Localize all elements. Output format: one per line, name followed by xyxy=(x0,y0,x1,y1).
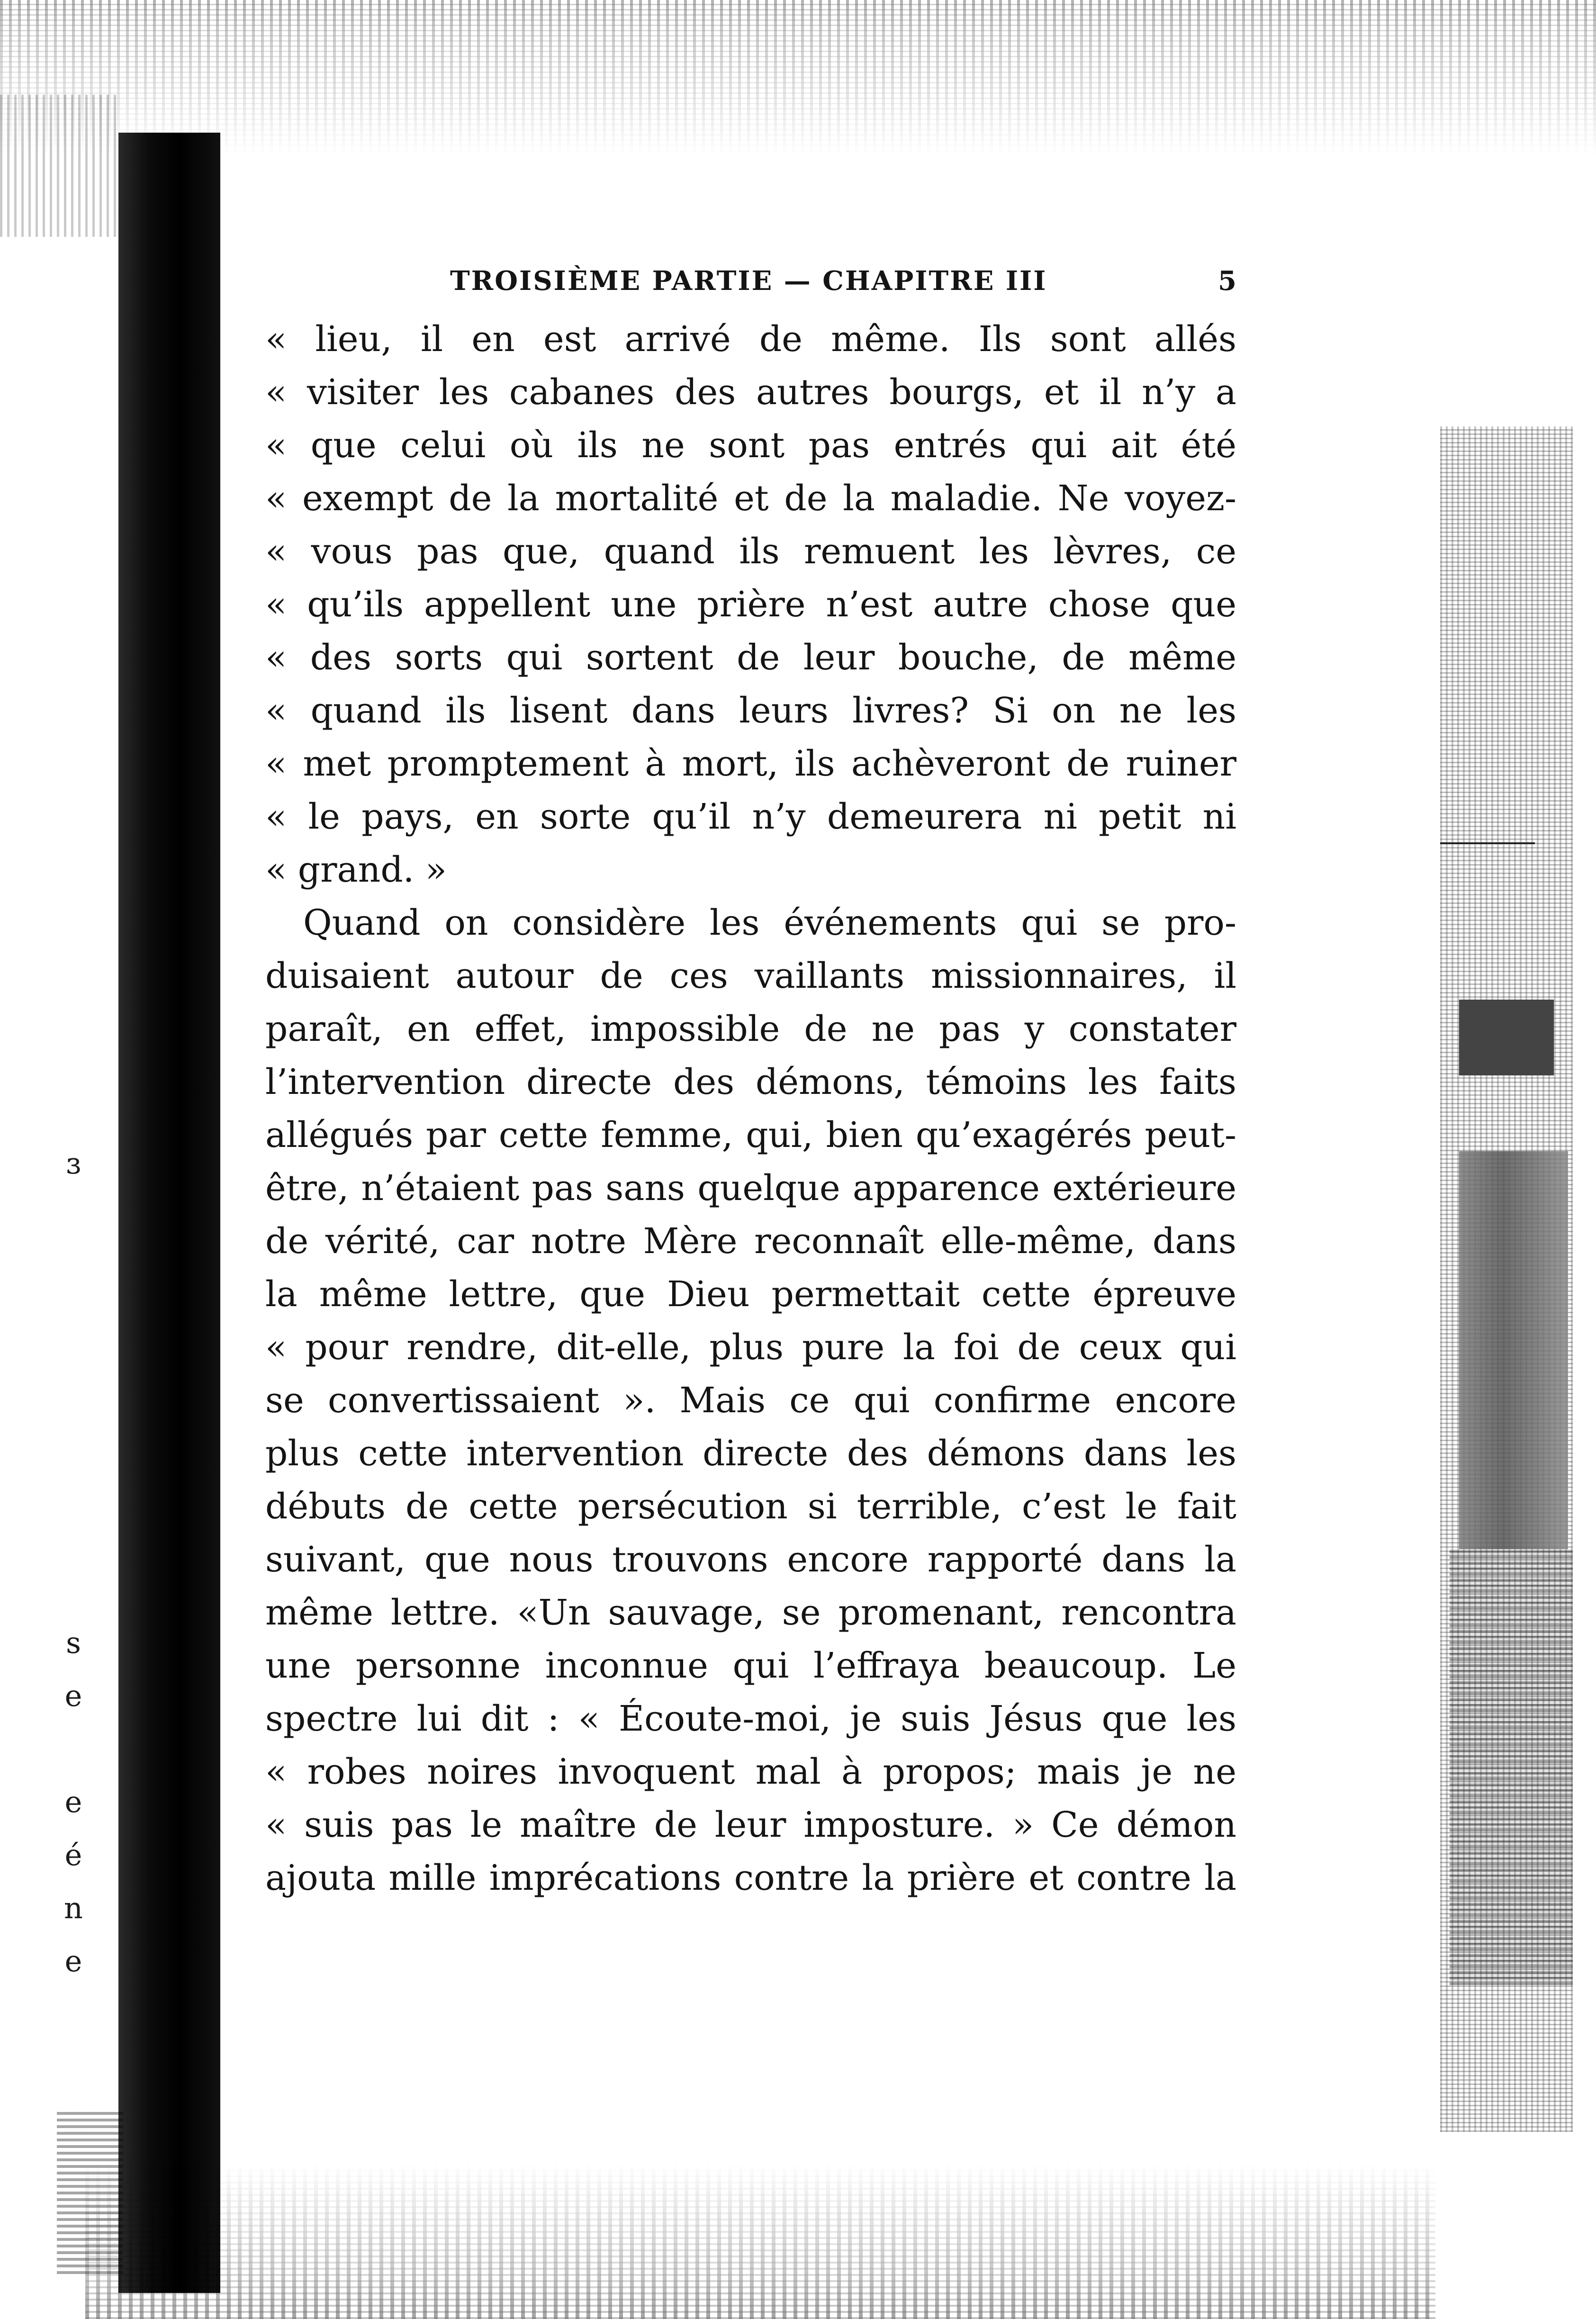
edge-letter: s xyxy=(66,1625,81,1660)
text-line: suivant, que nous trouvons encore rapporté dans la xyxy=(265,1539,1236,1580)
text-line: être, n’étaient pas sans quelque apparence extérieure xyxy=(265,1168,1236,1209)
page-number: 5 xyxy=(1218,265,1236,297)
text-line: « pour rendre, dit-elle, plus pure la foi de ceux qui xyxy=(265,1327,1236,1368)
text-line: « robes noires invoquent mal à propos; mais je ne xyxy=(265,1751,1236,1792)
text-line: « grand. » xyxy=(265,849,447,890)
facing-page-edge-letters xyxy=(45,1137,102,1988)
text-line: débuts de cette persécution si terrible, c’est le fait xyxy=(265,1486,1236,1527)
text-line: même lettre. «Un sauvage, se promenant, rencontra xyxy=(265,1592,1236,1633)
text-line: se convertissaient ». Mais ce qui confirme encore xyxy=(265,1380,1236,1421)
text-line: allégués par cette femme, qui, bien qu’exagérés peut- xyxy=(265,1115,1236,1155)
text-line: « met promptement à mort, ils achèveront de ruiner xyxy=(265,743,1236,784)
text-line: « qu’ils appellent une prière n’est autre chose que xyxy=(265,584,1236,625)
book-spine-shadow xyxy=(118,133,220,2293)
text-line: « vous pas que, quand ils remuent les lèvres, ce xyxy=(265,531,1236,572)
text-line: « suis pas le maître de leur imposture. » Ce démon xyxy=(265,1805,1236,1845)
scan-noise-bottom xyxy=(85,2163,1435,2319)
text-line: « visiter les cabanes des autres bourgs, et il n’y a xyxy=(265,372,1236,413)
text-line: « quand ils lisent dans leurs livres? Si on ne les xyxy=(265,690,1236,731)
text-line: « lieu, il en est arrivé de même. Ils sont allés xyxy=(265,319,1236,360)
right-edge-noise-block xyxy=(1450,1549,1573,1985)
text-line: « le pays, en sorte qu’il n’y demeurera ni petit ni xyxy=(265,796,1236,837)
text-line: « des sorts qui sortent de leur bouche, de même xyxy=(265,637,1236,678)
right-edge-dark-block xyxy=(1459,1000,1554,1075)
scan-noise-top xyxy=(0,0,1596,156)
right-edge-gray-block xyxy=(1459,1151,1568,1549)
paragraph-first-line: Quand on considère les événements qui se pro- xyxy=(303,902,1236,943)
text-line: de vérité, car notre Mère reconnaît elle-même, dans xyxy=(265,1221,1236,1262)
edge-letter: n xyxy=(64,1891,83,1925)
text-line: la même lettre, que Dieu permettait cette épreuve xyxy=(265,1274,1236,1315)
text-line: « exempt de la mortalité et de la maladie. Ne voyez- xyxy=(265,478,1236,519)
right-edge-rule xyxy=(1440,842,1535,844)
text-line: duisaient autour de ces vaillants missionnaires, il xyxy=(265,956,1236,996)
running-head xyxy=(265,256,1236,313)
text-line: l’intervention directe des démons, témoins les faits xyxy=(265,1062,1236,1102)
text-line: spectre lui dit : « Écoute-moi, je suis Jésus que les xyxy=(265,1698,1236,1739)
text-line: « que celui où ils ne sont pas entrés qui ait été xyxy=(265,425,1236,466)
edge-letter: e xyxy=(64,1944,82,1978)
book-page xyxy=(265,256,1236,1904)
edge-letter: e xyxy=(64,1678,82,1713)
text-line: une personne inconnue qui l’effraya beaucoup. Le xyxy=(265,1645,1236,1686)
running-head-title: TROISIÈME PARTIE — CHAPITRE III xyxy=(450,265,1047,297)
text-line: paraît, en effet, impossible de ne pas y constater xyxy=(265,1009,1236,1049)
scan-noise-left xyxy=(0,95,118,237)
text-line: ajouta mille imprécations contre la prière et contre la xyxy=(265,1858,1236,1898)
text-line: plus cette intervention directe des démons dans les xyxy=(265,1433,1236,1474)
edge-letter: ɜ xyxy=(66,1146,81,1181)
edge-letter: e xyxy=(64,1785,82,1819)
edge-letter: é xyxy=(64,1838,82,1872)
